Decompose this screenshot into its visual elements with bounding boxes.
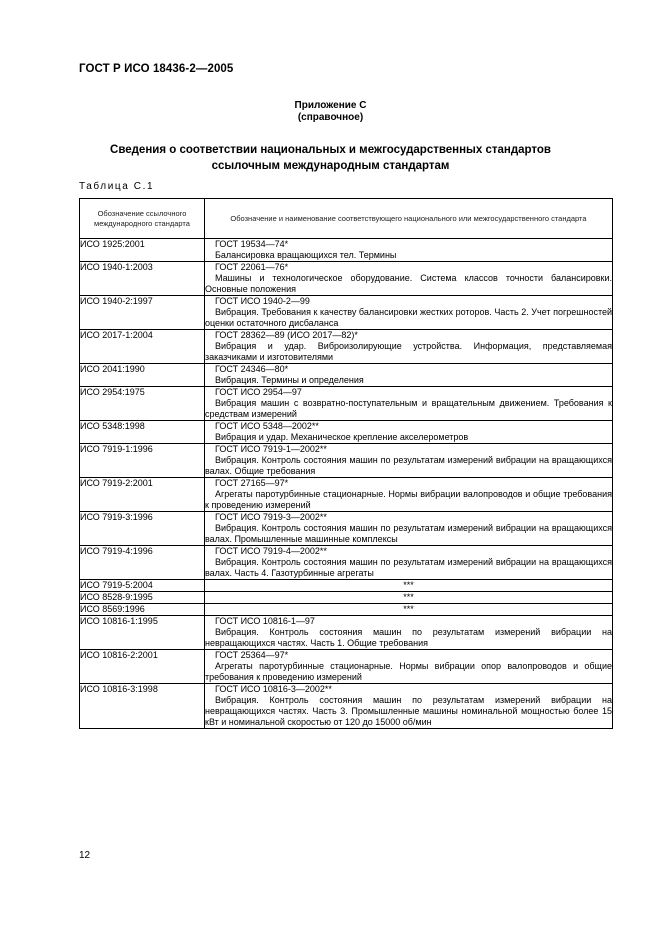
national-standard-cell — [205, 262, 613, 296]
gost-title: Вибрация. Контроль состояния машин по результатам измерений вибрации на вращающихся валах. Промышленные машинные комплексы — [205, 523, 612, 544]
table-row — [80, 444, 613, 478]
national-standard-cell — [205, 444, 613, 478]
no-equivalent-mark: *** — [205, 592, 613, 604]
gost-code: ГОСТ ИСО 10816-1—97 — [215, 616, 315, 626]
gost-code: ГОСТ ИСО 7919-1—2002** — [215, 444, 327, 454]
header-iso-standard: Обозначение ссылочного международного стандарта — [80, 199, 205, 239]
gost-title: Вибрация. Контроль состояния машин по результатам измерений вибрации на невращающихся частях. Часть 1. Общие требования — [205, 627, 612, 648]
standards-table — [79, 198, 613, 729]
gost-title: Вибрация. Контроль состояния машин по результатам измерений вибрации на невращающихся частях. Часть 3. Промышленные машины номинальной мощностью более 15 кВт и номинальной скоростью от 120 до 15000 об/мин — [205, 695, 612, 727]
table-row — [80, 478, 613, 512]
iso-standard-cell: ИСО 10816-1:1995 — [80, 616, 205, 650]
national-standard-cell — [205, 616, 613, 650]
gost-code: ГОСТ 22061—76* — [215, 262, 289, 272]
iso-standard-cell: ИСО 7919-2:2001 — [80, 478, 205, 512]
gost-code: ГОСТ ИСО 10816-3—2002** — [215, 684, 332, 694]
table-row — [80, 684, 613, 729]
iso-standard-cell: ИСО 7919-1:1996 — [80, 444, 205, 478]
national-standard-cell — [205, 512, 613, 546]
iso-standard-cell: ИСО 8569:1996 — [80, 604, 205, 616]
document-code: ГОСТ Р ИСО 18436-2—2005 — [79, 63, 234, 75]
gost-title: Вибрация. Контроль состояния машин по результатам измерений вибрации на вращающихся валах. Часть 4. Газотурбинные агрегаты — [205, 557, 612, 578]
iso-standard-cell: ИСО 10816-3:1998 — [80, 684, 205, 729]
national-standard-cell — [205, 239, 613, 262]
gost-code: ГОСТ 27165—97* — [215, 478, 289, 488]
table-row — [80, 239, 613, 262]
header-national-standard: Обозначение и наименование соответствующего национального или межгосударственного стандарта — [205, 199, 613, 239]
gost-code: ГОСТ ИСО 1940-2—99 — [215, 296, 310, 306]
table-label: Таблица С.1 — [79, 181, 155, 192]
national-standard-cell — [205, 546, 613, 580]
table-row — [80, 580, 613, 592]
gost-title: Агрегаты паротурбинные стационарные. Нормы вибрации валопроводов и общие требования к проведению измерений — [205, 489, 612, 510]
iso-standard-cell: ИСО 7919-5:2004 — [80, 580, 205, 592]
iso-standard-cell: ИСО 8528-9:1995 — [80, 592, 205, 604]
table-row — [80, 387, 613, 421]
gost-title: Агрегаты паротурбинные стационарные. Нормы вибрации опор валопроводов и общие требования к проведению измерений — [205, 661, 612, 682]
iso-standard-cell: ИСО 2954:1975 — [80, 387, 205, 421]
gost-code: ГОСТ 25364—97* — [215, 650, 289, 660]
annex-block — [0, 100, 661, 124]
national-standard-cell — [205, 421, 613, 444]
table-row — [80, 262, 613, 296]
table-row — [80, 592, 613, 604]
gost-code: ГОСТ ИСО 5348—2002** — [215, 421, 319, 431]
iso-standard-cell: ИСО 1925:2001 — [80, 239, 205, 262]
iso-standard-cell: ИСО 10816-2:2001 — [80, 650, 205, 684]
gost-title: Вибрация и удар. Механическое крепление акселерометров — [215, 432, 469, 442]
national-standard-cell — [205, 296, 613, 330]
table-row — [80, 512, 613, 546]
iso-standard-cell: ИСО 7919-4:1996 — [80, 546, 205, 580]
annex-note: (справочное) — [297, 112, 364, 123]
gost-title: Машины и технологическое оборудование. Система классов точности балансировки. Основные положения — [205, 273, 612, 294]
gost-code: ГОСТ ИСО 7919-3—2002** — [215, 512, 327, 522]
iso-standard-cell: ИСО 7919-3:1996 — [80, 512, 205, 546]
gost-title: Вибрация. Требования к качеству балансировки жестких роторов. Часть 2. Учет погрешностей оценки остаточного дисбаланса — [205, 307, 612, 328]
iso-standard-cell: ИСО 2041:1990 — [80, 364, 205, 387]
national-standard-cell — [205, 387, 613, 421]
iso-standard-cell: ИСО 1940-2:1997 — [80, 296, 205, 330]
page-number: 12 — [79, 850, 91, 861]
gost-code: ГОСТ 28362—89 (ИСО 2017—82)* — [215, 330, 358, 340]
national-standard-cell — [205, 364, 613, 387]
gost-title: Вибрация. Контроль состояния машин по результатам измерений вибрации на вращающихся валах. Общие требования — [205, 455, 612, 476]
table-row — [80, 421, 613, 444]
gost-title: Вибрация. Термины и определения — [215, 375, 364, 385]
gost-title: Балансировка вращающихся тел. Термины — [215, 250, 397, 260]
table-row — [80, 650, 613, 684]
iso-standard-cell: ИСО 2017-1:2004 — [80, 330, 205, 364]
national-standard-cell — [205, 478, 613, 512]
gost-code: ГОСТ 19534—74* — [215, 239, 289, 249]
gost-title: Вибрация машин с возвратно-поступательным и вращательным движением. Требования к средствам измерений — [205, 398, 612, 419]
annex-title: Приложение С — [294, 100, 367, 111]
table-row — [80, 616, 613, 650]
gost-code: ГОСТ 24346—80* — [215, 364, 289, 374]
heading-line-2: ссылочным международным стандартам — [211, 160, 450, 172]
heading-line-1: Сведения о соответствии национальных и межгосударственных стандартов — [110, 144, 551, 156]
gost-code: ГОСТ ИСО 2954—97 — [215, 387, 302, 397]
iso-standard-cell: ИСО 5348:1998 — [80, 421, 205, 444]
table-row — [80, 546, 613, 580]
national-standard-cell — [205, 330, 613, 364]
national-standard-cell — [205, 650, 613, 684]
no-equivalent-mark: *** — [205, 580, 613, 592]
table-row — [80, 330, 613, 364]
national-standard-cell — [205, 684, 613, 729]
iso-standard-cell: ИСО 1940-1:2003 — [80, 262, 205, 296]
table-row — [80, 364, 613, 387]
gost-title: Вибрация и удар. Виброизолирующие устройства. Информация, представляемая заказчиками и изготовителями — [205, 341, 612, 362]
no-equivalent-mark: *** — [205, 604, 613, 616]
table-row — [80, 604, 613, 616]
table-body — [80, 239, 613, 729]
gost-code: ГОСТ ИСО 7919-4—2002** — [215, 546, 327, 556]
section-heading — [60, 142, 601, 174]
table-header-row — [80, 199, 613, 239]
table-row — [80, 296, 613, 330]
